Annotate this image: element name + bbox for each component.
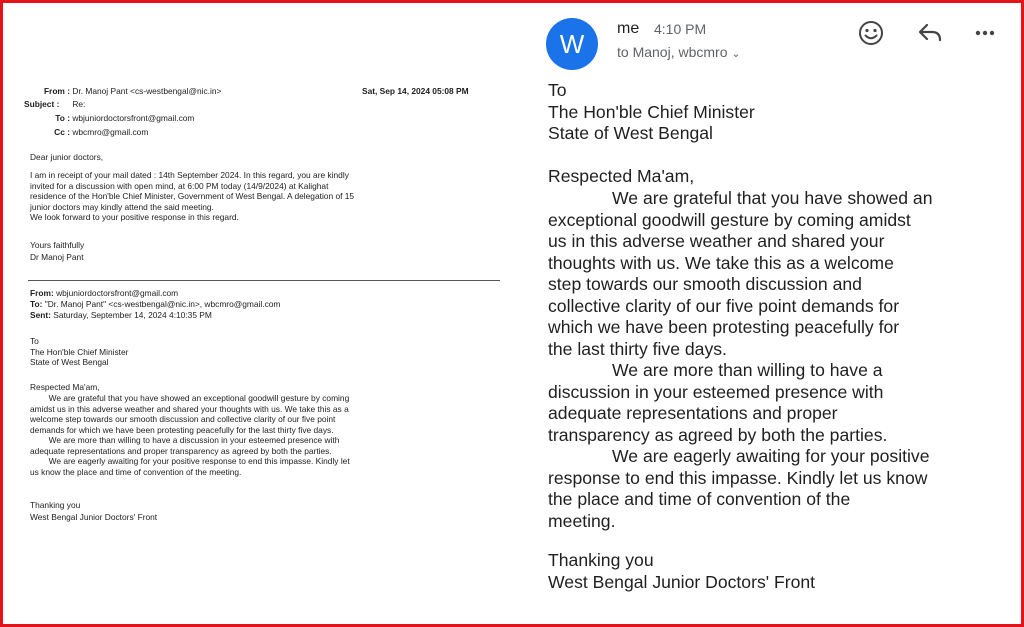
fwd-address: To The Hon'ble Chief Minister State of West Bengal	[30, 336, 129, 367]
fwd-from-label: From:	[30, 288, 54, 298]
fwd-org: West Bengal Junior Doctors' Front	[30, 512, 158, 522]
printed-subject-row	[24, 99, 85, 110]
recipients-text: to Manoj, wbcmro	[617, 44, 728, 60]
reply-icon[interactable]	[915, 18, 945, 48]
more-icon[interactable]	[970, 18, 1000, 48]
fwd-sent-label: Sent:	[30, 310, 51, 320]
sender-name: me	[617, 20, 640, 37]
printed-to-value: wbjuniordoctorsfront@gmail.com	[72, 113, 195, 123]
printed-subject-value: Re:	[72, 99, 86, 109]
printed-cc-row	[24, 127, 148, 138]
printed-date: Sat, Sep 14, 2024 05:08 PM	[362, 86, 469, 96]
fwd-to-label: To:	[30, 299, 43, 309]
printed-divider	[28, 280, 500, 281]
printed-from-value: Dr. Manoj Pant <cs-westbengal@nic.in>	[72, 86, 222, 96]
paragraph-3	[548, 446, 1018, 532]
printed-greeting: Dear junior doctors,	[30, 152, 104, 162]
paragraph-2-text: We are more than willing to have a discussion in your esteemed presence with adequate representations and proper transparency as agreed by both the parties.	[548, 360, 888, 445]
sender-avatar[interactable]: W	[546, 18, 598, 70]
smiley-icon[interactable]	[856, 18, 886, 48]
printed-to-label: To :	[55, 113, 70, 123]
fwd-body: We are grateful that you have showed an exceptional goodwill gesture by coming amidst us in this adverse weather and shared your thoughts with us. We take this as a welcome step towards our smooth discussion and collective clarity of our five point demands for which we have been protesting peacefully for the last thirty five days. We are more than willing to have a discussion in your esteemed presence with adequate representations and proper transparency as agreed by both the parties. We are eagerly awaiting for your positive response to end this impasse. Kindly let us know the place and time of convention of the meeting.	[30, 393, 350, 477]
sent-time: 4:10 PM	[654, 21, 707, 37]
printed-signer: Dr Manoj Pant	[30, 252, 84, 262]
fwd-thanks: Thanking you	[30, 500, 81, 510]
paragraph-3-text: We are eagerly awaiting for your positive response to end this impasse. Kindly let us know the place and time of convention of the meeting.	[548, 446, 930, 531]
fwd-salutation: Respected Ma'am,	[30, 382, 100, 392]
printed-body: I am in receipt of your mail dated : 14th September 2024. In this regard, you are kindly invited for a discussion with open mind, at 6:00 PM today (14/9/2024) at Kalighat residence of the Hon'ble Chief Minister, Government of West Bengal. A delegation of 15 junior doctors may kindly attend the said meeting. We look forward to your positive response in this regard.	[30, 170, 355, 222]
fwd-sent-value: Saturday, September 14, 2024 4:10:35 PM	[53, 310, 212, 320]
paragraph-1	[548, 188, 1018, 360]
fwd-to-row	[30, 299, 280, 310]
recipients-toggle[interactable]	[617, 44, 741, 60]
fwd-sent-row	[30, 310, 212, 321]
salutation: Respected Ma'am,	[548, 166, 695, 186]
phone-email-view	[520, 8, 1018, 620]
paragraph-2	[548, 360, 1018, 446]
closing-thanks: Thanking you	[548, 550, 654, 570]
printed-cc-label: Cc :	[54, 127, 70, 137]
printed-signoff: Yours faithfully	[30, 240, 85, 250]
printed-email	[24, 82, 508, 532]
printed-subject-label: Subject :	[24, 99, 60, 109]
closing-org: West Bengal Junior Doctors' Front	[548, 572, 816, 592]
address-block: To The Hon'ble Chief Minister State of West Bengal	[548, 80, 755, 143]
printed-cc-value: wbcmro@gmail.com	[72, 127, 149, 137]
fwd-from-value: wbjuniordoctorsfront@gmail.com	[56, 288, 179, 298]
fwd-to-value: "Dr. Manoj Pant" <cs-westbengal@nic.in>, wbcmro@gmail.com	[44, 299, 281, 309]
printed-to-row	[24, 113, 194, 124]
printed-from-label: From :	[43, 86, 70, 96]
paragraph-1-text: We are grateful that you have showed an exceptional goodwill gesture by coming amidst us in this adverse weather and shared your thoughts with us. We take this as a welcome step towards our smooth discussion and collective clarity of our five point demands for which we have been protesting peacefully for the last thirty five days.	[548, 188, 933, 359]
chevron-down-icon: ⌄	[731, 48, 741, 60]
printed-from-row	[24, 86, 221, 97]
fwd-from-row	[30, 288, 178, 299]
